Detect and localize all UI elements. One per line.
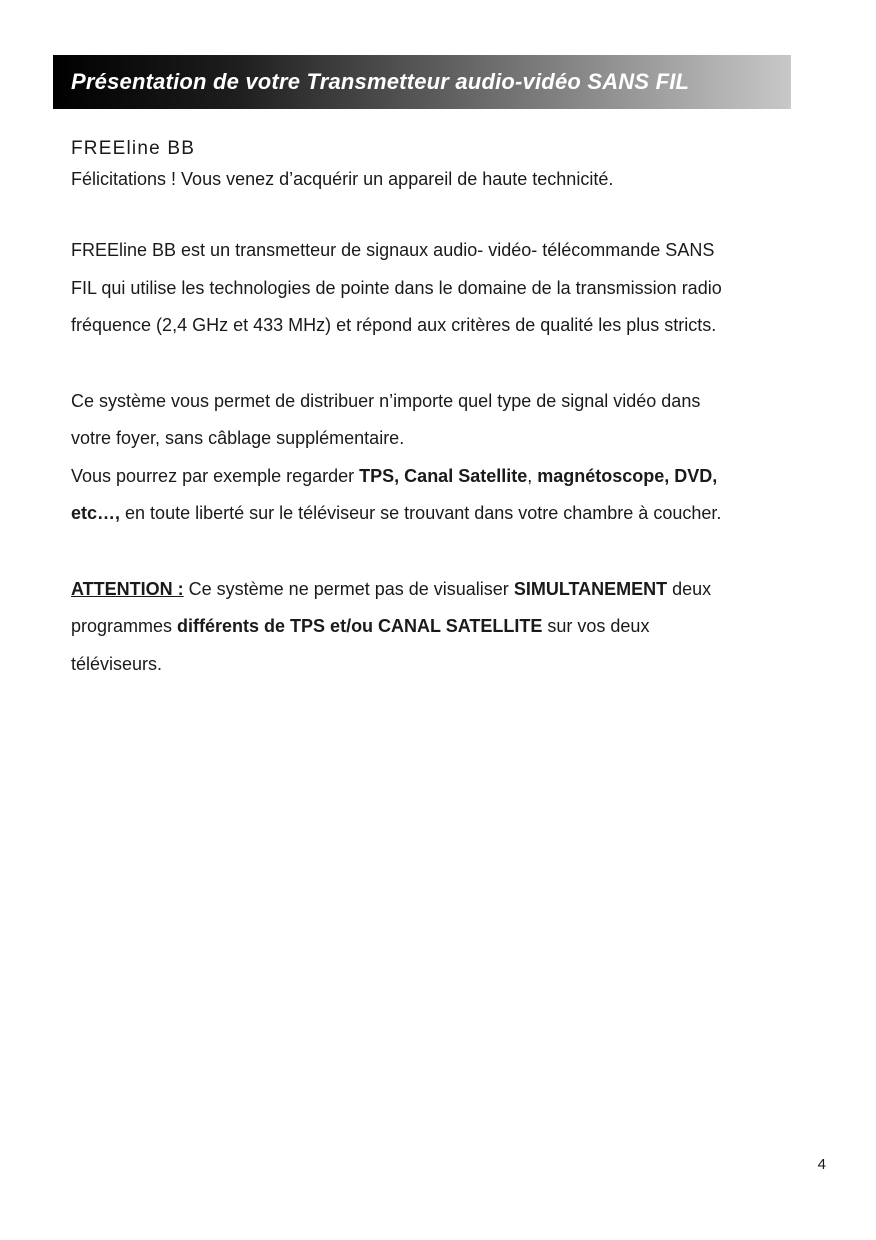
warning-paragraph: [71, 571, 841, 684]
example-bold-tps: TPS, Canal Satellite: [359, 465, 528, 486]
section-header-banner: [53, 55, 791, 109]
paragraph-spacer: [71, 194, 841, 232]
example-bold-devices: magnétoscope, DVD,: [537, 465, 718, 486]
warning-bold-simultaneous: SIMULTANEMENT: [513, 578, 668, 599]
warning-text: deux: [667, 578, 712, 599]
warning-line: [71, 571, 841, 609]
warning-text: sur vos deux: [542, 616, 650, 636]
congratulations-text: Félicitations ! Vous venez d’acquérir un appareil de haute technicité.: [71, 169, 614, 189]
example-line: [71, 458, 841, 496]
warning-line: [71, 608, 841, 646]
document-body: [71, 136, 841, 683]
paragraph-spacer: [71, 533, 841, 571]
description-paragraph: [71, 232, 841, 345]
description-line: FREEline BB est un transmetteur de signaux audio- vidéo- télécommande SANS: [71, 240, 715, 260]
system-line: Ce système vous permet de distribuer n’importe quel type de signal vidéo dans: [71, 390, 701, 411]
warning-line: téléviseurs.: [71, 653, 163, 674]
paragraph-spacer: [71, 345, 841, 383]
warning-label: ATTENTION :: [71, 578, 184, 599]
system-paragraph: [71, 383, 841, 533]
warning-text: Ce système ne permet pas de visualiser: [183, 578, 514, 599]
description-line: fréquence (2,4 GHz et 433 MHz) et répond aux critères de qualité les plus stricts.: [71, 315, 717, 335]
warning-bold-programs: différents de TPS et/ou CANAL SATELLITE: [177, 616, 543, 636]
example-comma: ,: [527, 465, 538, 486]
description-line: FIL qui utilise les technologies de pointe dans le domaine de la transmission radio: [71, 277, 722, 298]
product-name: FREEline BB: [71, 138, 196, 159]
section-title: Présentation de votre Transmetteur audio-vidéo SANS FIL: [71, 69, 690, 94]
warning-text: programmes: [71, 616, 178, 636]
example-bold-etc: etc…,: [71, 503, 121, 523]
system-line: votre foyer, sans câblage supplémentaire.: [71, 428, 405, 448]
example-line: [71, 495, 841, 533]
page-number: 4: [817, 1156, 826, 1173]
example-prefix: Vous pourrez par exemple regarder: [71, 465, 360, 486]
example-suffix: en toute liberté sur le téléviseur se trouvant dans votre chambre à coucher.: [120, 503, 722, 523]
